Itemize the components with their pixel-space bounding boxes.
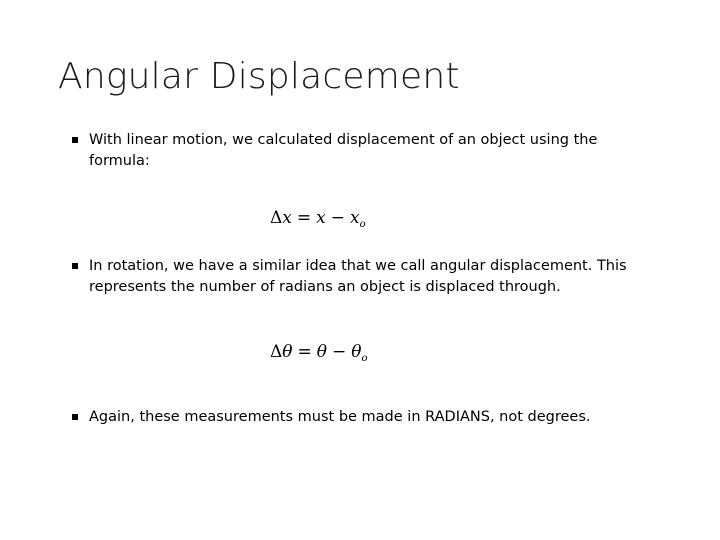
formula-subscript: o (361, 353, 368, 364)
bullet-item (72, 130, 632, 172)
formula-variable: θ (282, 342, 293, 362)
bullet-marker-icon (72, 263, 78, 269)
bullet-text: Again, these measurements must be made in RADIANS, not degrees. (89, 409, 591, 425)
linear-displacement-formula (270, 208, 366, 230)
equals-sign: = (297, 342, 312, 362)
delta-symbol: Δ (270, 342, 283, 362)
minus-sign: − (332, 342, 347, 362)
formula-variable: x (282, 208, 292, 228)
bullet-marker-icon (72, 137, 78, 143)
bullet-item (72, 256, 632, 298)
formula-subscript: o (359, 219, 366, 230)
slide-title: Angular Displacement (58, 56, 460, 97)
formula-variable: x (349, 208, 360, 228)
bullet-item (72, 407, 632, 428)
minus-sign: − (330, 208, 345, 228)
formula-variable: θ (316, 342, 328, 362)
bullet-marker-icon (72, 414, 78, 420)
formula-variable: θ (351, 342, 362, 362)
bullet-text: With linear motion, we calculated displacement of an object using the formula: (89, 132, 598, 169)
angular-displacement-formula (270, 342, 368, 364)
equals-sign: = (296, 208, 312, 228)
delta-symbol: Δ (270, 208, 283, 228)
bullet-text: In rotation, we have a similar idea that we call angular displacement. This represents the number of radians an object is displaced through. (89, 258, 627, 295)
formula-variable: x (316, 208, 326, 228)
